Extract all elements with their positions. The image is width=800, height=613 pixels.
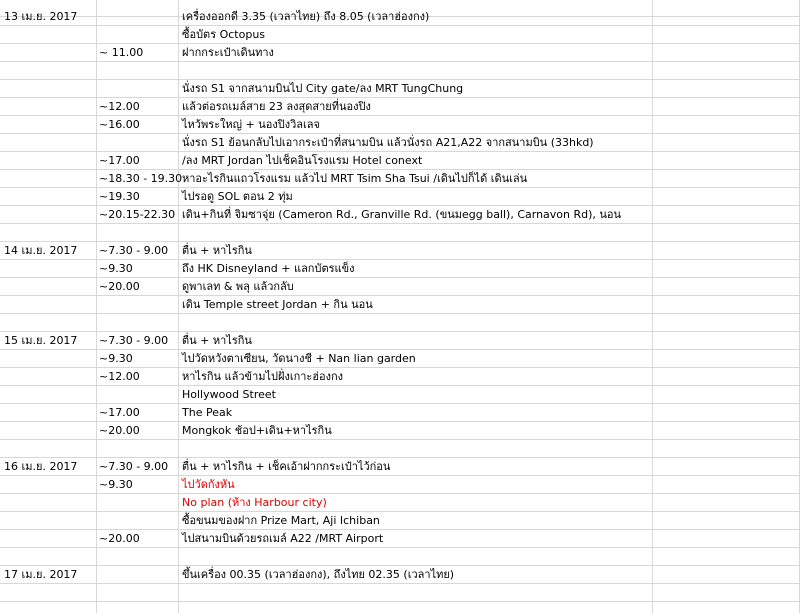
activity-cell[interactable]: หาอะไรกินแถวโรงแรม แล้วไป MRT Tsim Sha Tsui /เดินไปก็ได้ เดินเล่น bbox=[182, 172, 528, 185]
table-row bbox=[0, 224, 800, 242]
time-cell[interactable] bbox=[96, 386, 178, 403]
date-cell[interactable] bbox=[0, 530, 96, 547]
time-cell[interactable]: ~19.30 bbox=[99, 190, 140, 203]
table-row bbox=[0, 8, 800, 26]
activity-cell[interactable]: ไปสนามบินด้วยรถเมล์ A22 /MRT Airport bbox=[182, 532, 384, 545]
date-cell[interactable] bbox=[0, 368, 96, 385]
activity-cell[interactable]: เดิน+กินที่ จิมซาจุ่ย (Cameron Rd., Granville Rd. (ขนมegg ball), Carnavon Rd), นอน bbox=[182, 208, 622, 221]
table-row bbox=[0, 476, 800, 494]
date-cell[interactable] bbox=[0, 476, 96, 493]
date-cell[interactable] bbox=[0, 512, 96, 529]
date-cell[interactable] bbox=[0, 206, 96, 223]
time-cell[interactable]: ~12.00 bbox=[99, 100, 140, 113]
activity-cell[interactable]: The Peak bbox=[182, 406, 233, 419]
time-cell[interactable] bbox=[96, 8, 178, 25]
time-cell[interactable]: ~16.00 bbox=[99, 118, 140, 131]
time-cell[interactable]: ~18.30 - 19.30 bbox=[99, 172, 183, 185]
date-cell[interactable]: 15 เม.ย. 2017 bbox=[4, 334, 78, 347]
activity-cell[interactable]: No plan (ห้าง Harbour city) bbox=[182, 496, 327, 509]
table-row bbox=[0, 314, 800, 332]
time-cell[interactable] bbox=[96, 548, 178, 565]
activity-cell[interactable]: เดิน Temple street Jordan + กิน นอน bbox=[182, 298, 373, 311]
time-cell[interactable]: ~9.30 bbox=[99, 262, 133, 275]
date-cell[interactable] bbox=[0, 422, 96, 439]
time-cell[interactable]: ~ 11.00 bbox=[99, 46, 144, 59]
table-row bbox=[0, 26, 800, 44]
time-cell[interactable] bbox=[96, 134, 178, 151]
activity-cell[interactable]: Hollywood Street bbox=[182, 388, 276, 401]
table-row bbox=[0, 530, 800, 548]
time-cell[interactable]: ~9.30 bbox=[99, 352, 133, 365]
date-cell[interactable] bbox=[0, 584, 96, 601]
date-cell[interactable] bbox=[0, 80, 96, 97]
activity-cell[interactable]: ตื่น + หาไรกิน bbox=[182, 244, 252, 257]
time-cell[interactable] bbox=[96, 494, 178, 511]
time-cell[interactable] bbox=[96, 440, 178, 457]
activity-cell[interactable]: แล้วต่อรถเมล์สาย 23 ลงสุดสายที่นองปิง bbox=[182, 100, 371, 113]
table-row bbox=[0, 494, 800, 512]
table-row bbox=[0, 62, 800, 80]
time-cell[interactable]: ~20.00 bbox=[99, 280, 140, 293]
time-cell[interactable]: ~7.30 - 9.00 bbox=[99, 244, 169, 257]
table-row bbox=[0, 440, 800, 458]
date-cell[interactable]: 13 เม.ย. 2017 bbox=[4, 10, 78, 23]
activity-cell[interactable]: นั่งรถ S1 จากสนามบินไป City gate/ลง MRT TungChung bbox=[182, 82, 464, 95]
table-row bbox=[0, 206, 800, 224]
time-cell[interactable] bbox=[96, 224, 178, 241]
table-row bbox=[0, 98, 800, 116]
date-cell[interactable] bbox=[0, 440, 96, 457]
time-cell[interactable] bbox=[96, 512, 178, 529]
date-cell[interactable] bbox=[0, 116, 96, 133]
table-row bbox=[0, 422, 800, 440]
date-cell[interactable]: 17 เม.ย. 2017 bbox=[4, 568, 78, 581]
activity-cell[interactable]: ขึ้นเครื่อง 00.35 (เวลาฮ่องกง), ถึงไทย 02.35 (เวลาไทย) bbox=[182, 568, 455, 581]
table-row bbox=[0, 332, 800, 350]
activity-cell[interactable]: ไปรอดู SOL ตอน 2 ทุ่ม bbox=[182, 190, 293, 203]
date-cell[interactable] bbox=[0, 314, 96, 331]
time-cell[interactable]: ~9.30 bbox=[99, 478, 133, 491]
activity-cell[interactable]: ไปวัดกังหัน bbox=[182, 478, 235, 491]
table-row bbox=[0, 80, 800, 98]
activity-cell[interactable]: ตื่น + หาไรกิน bbox=[182, 334, 252, 347]
table-row bbox=[0, 116, 800, 134]
table-row bbox=[0, 152, 800, 170]
time-cell[interactable] bbox=[96, 584, 178, 601]
activity-cell[interactable] bbox=[178, 224, 652, 241]
activity-cell[interactable]: ไปวัดหวังตาเซียน, วัดนางชี + Nan lian garden bbox=[182, 352, 416, 365]
table-row bbox=[0, 548, 800, 566]
time-cell[interactable] bbox=[96, 566, 178, 583]
time-cell[interactable] bbox=[96, 62, 178, 79]
date-cell[interactable] bbox=[0, 404, 96, 421]
date-cell[interactable] bbox=[0, 152, 96, 169]
activity-cell[interactable]: เครื่องออกดี 3.35 (เวลาไทย) ถึง 8.05 (เวลาฮ่องกง) bbox=[182, 10, 430, 23]
activity-cell[interactable]: หาไรกิน แล้วข้ามไปฝั่งเกาะฮ่องกง bbox=[182, 370, 344, 383]
activity-cell[interactable]: ดูพาเลท & พลุ แล้วกลับ bbox=[182, 280, 294, 293]
activity-cell[interactable]: /ลง MRT Jordan ไปเช็คอินโรงแรม Hotel conext bbox=[182, 154, 423, 167]
time-cell[interactable] bbox=[96, 80, 178, 97]
time-cell[interactable]: ~20.00 bbox=[99, 532, 140, 545]
date-cell[interactable] bbox=[0, 170, 96, 187]
activity-cell[interactable] bbox=[178, 314, 652, 331]
date-cell[interactable] bbox=[0, 548, 96, 565]
date-cell[interactable] bbox=[0, 296, 96, 313]
table-row bbox=[0, 260, 800, 278]
table-row bbox=[0, 566, 800, 584]
time-cell[interactable]: ~12.00 bbox=[99, 370, 140, 383]
time-cell[interactable] bbox=[96, 314, 178, 331]
date-cell[interactable] bbox=[0, 350, 96, 367]
time-cell[interactable]: ~20.15-22.30 bbox=[99, 208, 176, 221]
activity-cell[interactable]: ซื้อขนมของฝาก Prize Mart, Aji Ichiban bbox=[182, 514, 380, 527]
activity-cell[interactable]: นั่งรถ S1 ย้อนกลับไปเอากระเป๋าที่สนามบิน แล้วนั่งรถ A21,A22 จากสนามบิน (33hkd) bbox=[182, 136, 594, 149]
date-cell[interactable] bbox=[0, 494, 96, 511]
table-row bbox=[0, 458, 800, 476]
table-row bbox=[0, 584, 800, 602]
table-row bbox=[0, 278, 800, 296]
time-cell[interactable]: ~17.00 bbox=[99, 406, 140, 419]
table-row bbox=[0, 512, 800, 530]
table-row bbox=[0, 188, 800, 206]
date-cell[interactable] bbox=[0, 386, 96, 403]
date-cell[interactable] bbox=[0, 62, 96, 79]
date-cell[interactable] bbox=[0, 260, 96, 277]
activity-cell[interactable]: ไหว้พระใหญ่ + นองปิงวิลเลจ bbox=[182, 118, 320, 131]
date-cell[interactable] bbox=[0, 26, 96, 43]
date-cell[interactable] bbox=[0, 188, 96, 205]
table-row bbox=[0, 134, 800, 152]
date-cell[interactable] bbox=[0, 44, 96, 61]
time-cell[interactable]: ~17.00 bbox=[99, 154, 140, 167]
table-row bbox=[0, 170, 800, 188]
activity-cell[interactable] bbox=[178, 440, 652, 457]
time-cell[interactable] bbox=[96, 296, 178, 313]
table-row bbox=[0, 404, 800, 422]
table-row bbox=[0, 44, 800, 62]
date-cell[interactable] bbox=[0, 278, 96, 295]
table-row bbox=[0, 350, 800, 368]
date-cell[interactable] bbox=[0, 224, 96, 241]
time-cell[interactable] bbox=[96, 26, 178, 43]
activity-cell[interactable] bbox=[178, 62, 652, 79]
table-row bbox=[0, 242, 800, 260]
activity-cell[interactable]: ซื้อบัตร Octopus bbox=[182, 28, 266, 41]
time-cell[interactable]: ~7.30 - 9.00 bbox=[99, 334, 169, 347]
table-row bbox=[0, 386, 800, 404]
activity-cell[interactable]: ตื่น + หาไรกิน + เช็คเอ้าฝากกระเป๋าไว้ก่อน bbox=[182, 460, 391, 473]
activity-cell[interactable]: ฝากกระเป๋าเดินทาง bbox=[182, 46, 274, 59]
activity-cell[interactable]: Mongkok ช้อป+เดิน+หาไรกิน bbox=[182, 424, 332, 437]
date-cell[interactable] bbox=[0, 134, 96, 151]
activity-cell[interactable] bbox=[178, 548, 652, 565]
time-cell[interactable]: ~7.30 - 9.00 bbox=[99, 460, 169, 473]
date-cell[interactable]: 14 เม.ย. 2017 bbox=[4, 244, 78, 257]
table-row bbox=[0, 296, 800, 314]
date-cell[interactable]: 16 เม.ย. 2017 bbox=[4, 460, 78, 473]
table-row bbox=[0, 368, 800, 386]
activity-cell[interactable]: ถึง HK Disneyland + แลกบัตรแข็ง bbox=[182, 262, 355, 275]
time-cell[interactable]: ~20.00 bbox=[99, 424, 140, 437]
activity-cell[interactable] bbox=[178, 584, 652, 601]
date-cell[interactable] bbox=[0, 98, 96, 115]
